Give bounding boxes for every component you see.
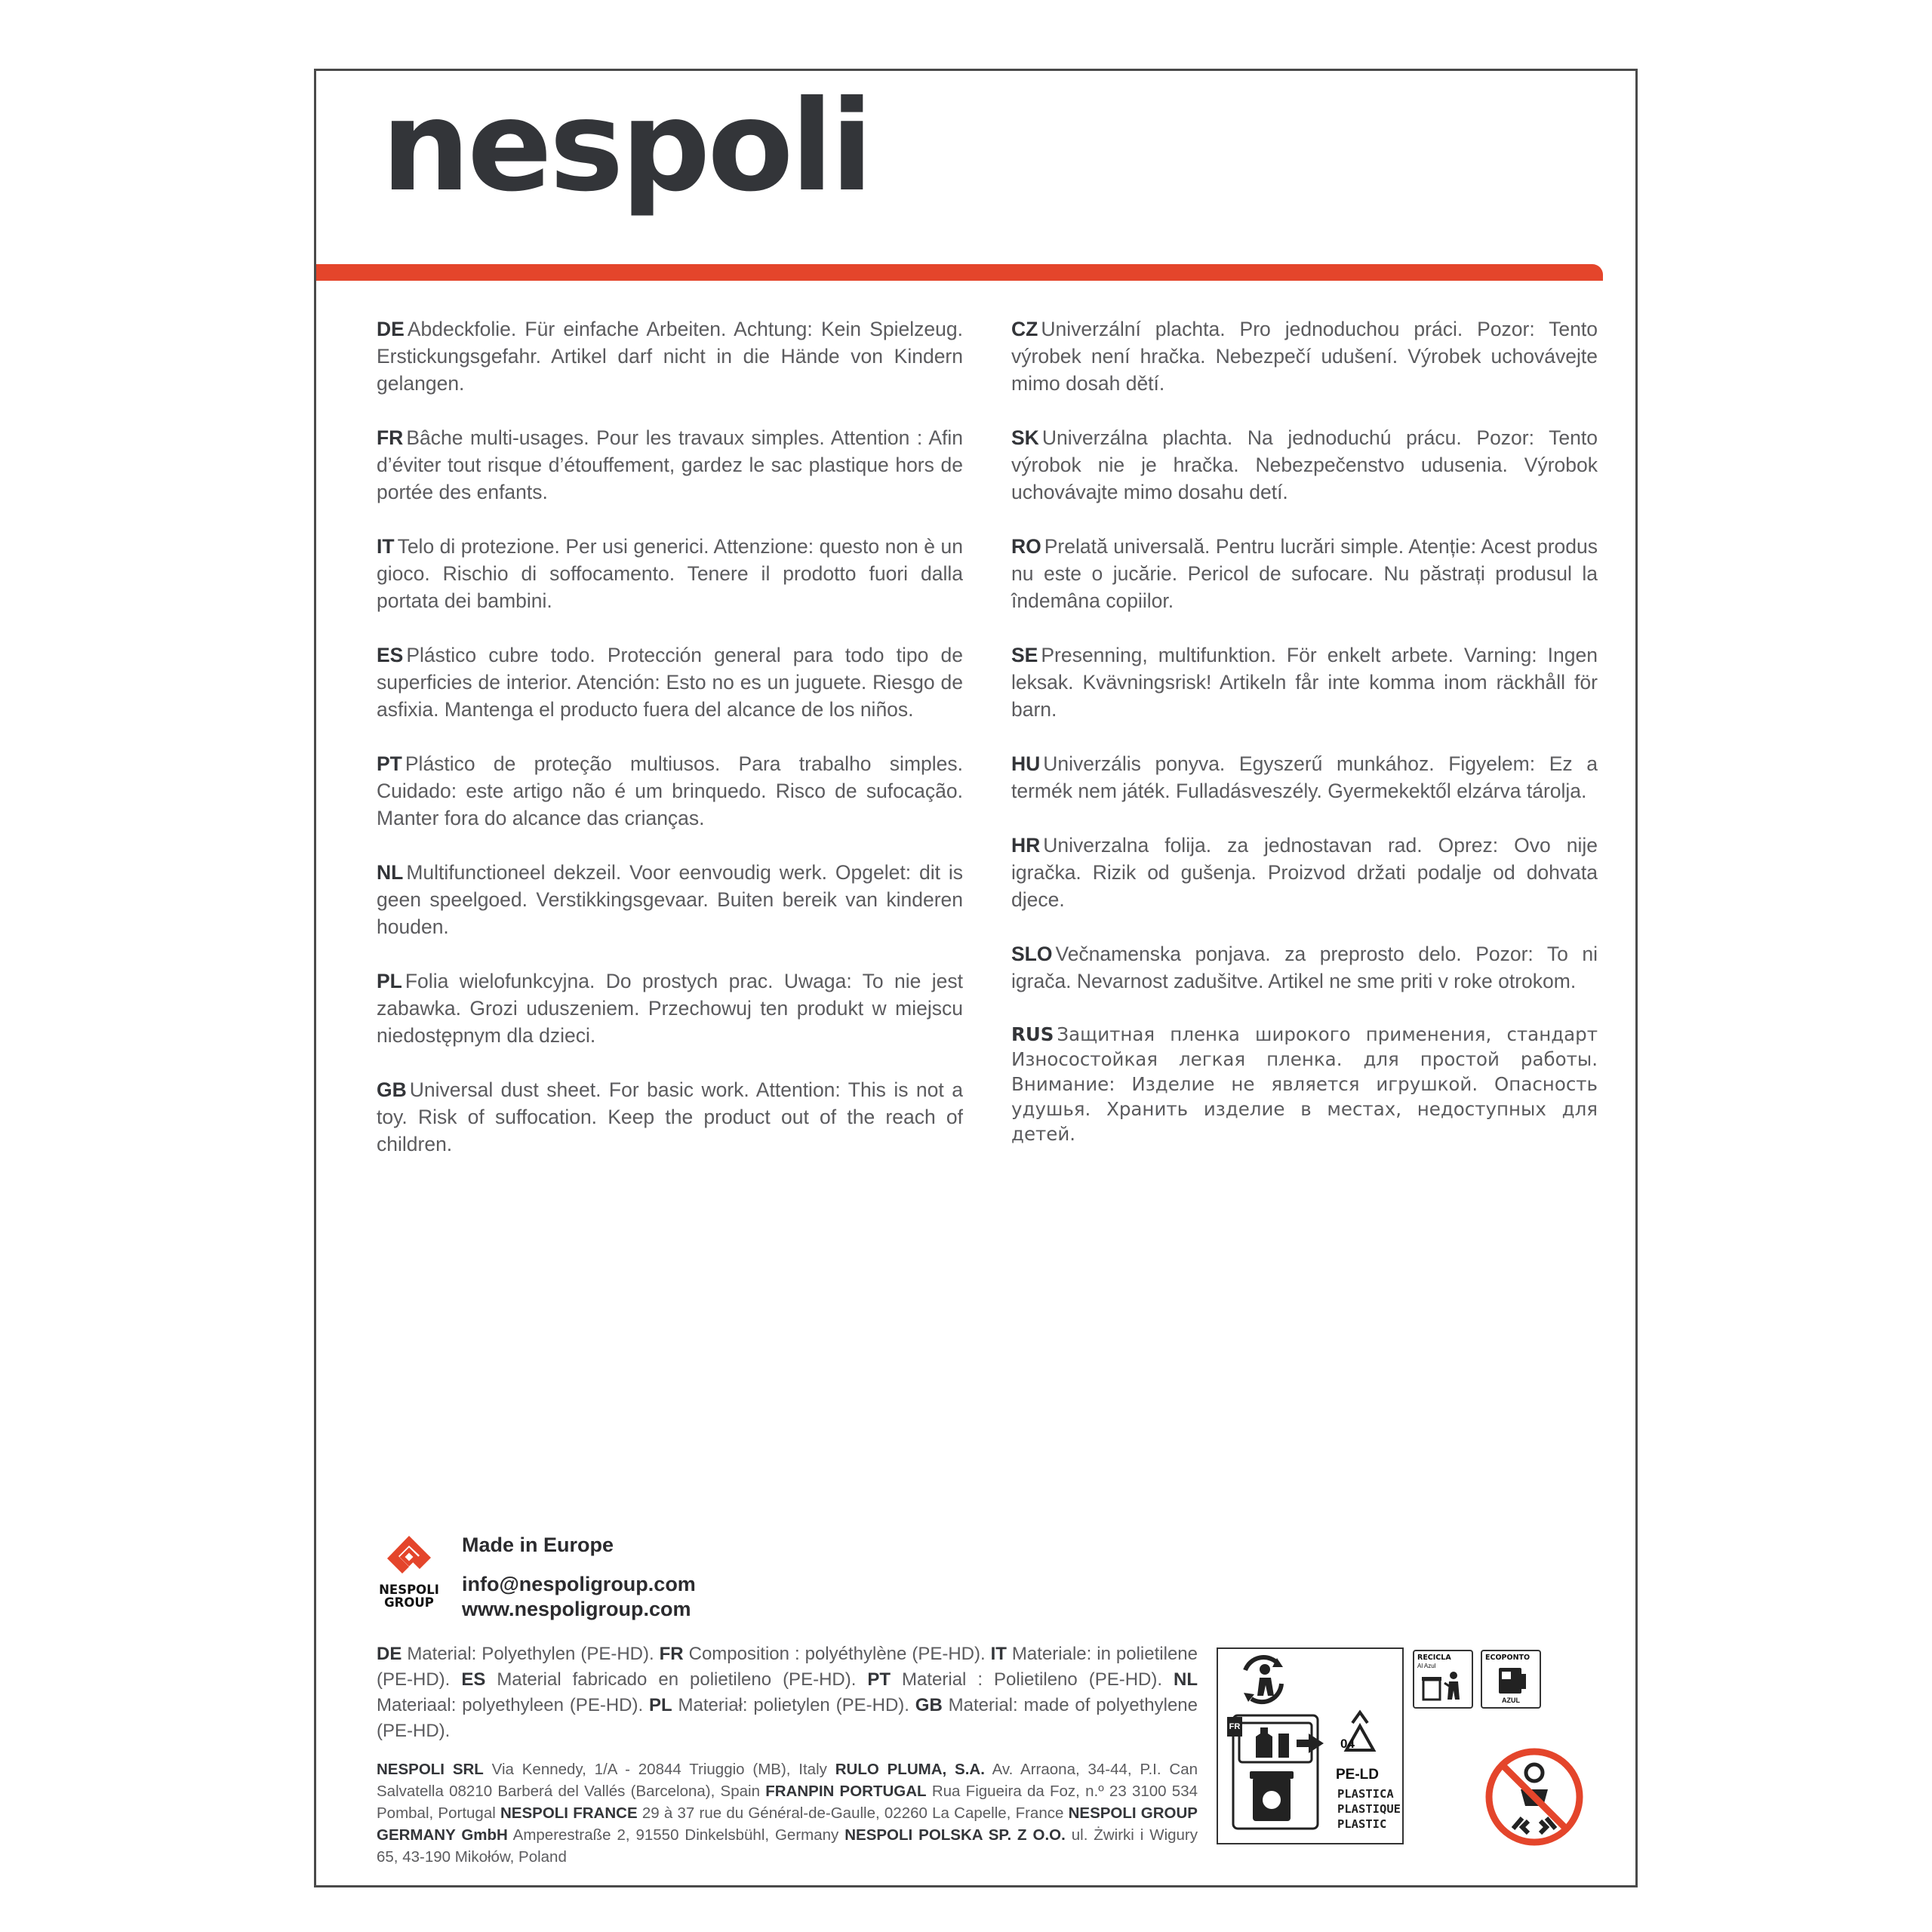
left-column bbox=[377, 315, 963, 1185]
material-label: ES bbox=[461, 1669, 486, 1690]
language-code: IT bbox=[377, 535, 395, 558]
safety-text-ro bbox=[1011, 533, 1598, 614]
safety-text-slo bbox=[1011, 940, 1598, 995]
company-address-label: NESPOLI POLSKA SP. Z O.O. bbox=[844, 1826, 1066, 1844]
safety-text-body: Multifunctioneel dekzeil. Voor eenvoudig werk. Opgelet: dit is geen speelgoed. Verstikkingsgevaar. Buiten bereik van kinderen houden. bbox=[377, 861, 963, 938]
language-code: GB bbox=[377, 1078, 407, 1101]
addresses-paragraph bbox=[377, 1758, 1198, 1868]
plastic-label-en: PLASTIC bbox=[1337, 1817, 1387, 1831]
company-address-text: ul. Żwirki i Wigury 65, 43-190 Mikołów, Poland bbox=[377, 1826, 1198, 1866]
company-address-text: Amperestraße 2, 91550 Dinkelsbühl, Germany bbox=[512, 1826, 839, 1844]
contact-website[interactable]: www.nespoligroup.com bbox=[462, 1598, 691, 1620]
safety-text-fr bbox=[377, 424, 963, 506]
resin-code-number: 04 bbox=[1340, 1737, 1355, 1751]
nespoli-group-diamond-icon bbox=[380, 1534, 438, 1582]
accent-bar bbox=[316, 264, 1603, 281]
material-label: IT bbox=[990, 1644, 1007, 1664]
safety-text-pt bbox=[377, 750, 963, 832]
company-address-text: Rua Figueira da Foz, n.º 23 3100 534 Pombal, Portugal bbox=[377, 1783, 1198, 1822]
material-text: Material: made of polyethylene (PE-HD). bbox=[377, 1695, 1198, 1741]
group-logo-text: NESPOLI GROUP bbox=[379, 1583, 439, 1610]
right-column bbox=[1011, 315, 1598, 1174]
safety-text-pl bbox=[377, 968, 963, 1049]
material-label: FR bbox=[659, 1644, 684, 1664]
material-label: GB bbox=[915, 1695, 943, 1715]
ecoponto-title: ECOPONTO bbox=[1485, 1654, 1531, 1662]
language-code: CZ bbox=[1011, 318, 1038, 340]
company-address-text: Av. Arraona, 34-44, P.I. Can Salvatella 08210 Barberá del Vallés (Barcelona), Spain bbox=[377, 1761, 1198, 1800]
safety-text-body: Plástico cubre todo. Protección general para todo tipo de superficies de interior. Atención: Esto no es un juguete. Riesgo de asfixia. Mantenga el producto fuera del alcance de los niños. bbox=[377, 644, 963, 721]
language-code: RO bbox=[1011, 535, 1041, 558]
resin-code-label: PE-LD bbox=[1336, 1767, 1379, 1783]
safety-text-gb bbox=[377, 1076, 963, 1158]
material-text: Materiale: in polietilene (PE-HD). bbox=[377, 1644, 1198, 1690]
safety-text-body: Univerzálna plachta. Na jednoduchú prácu. Pozor: Tento výrobok nie je hračka. Nebezpečenstvo udusenia. Výrobok uchovávajte mimo dosahu detí. bbox=[1011, 426, 1598, 503]
material-label: NL bbox=[1174, 1669, 1198, 1690]
safety-text-hu bbox=[1011, 750, 1598, 804]
material-label: DE bbox=[377, 1644, 402, 1664]
plastic-label-it: PLASTICA bbox=[1337, 1787, 1394, 1801]
ecoponto-azul-badge bbox=[1481, 1650, 1541, 1709]
language-code: NL bbox=[377, 861, 404, 884]
material-text: Material: Polyethylen (PE-HD). bbox=[407, 1644, 654, 1664]
safety-text-body: Bâche multi-usages. Pour les travaux simples. Attention : Afin d’éviter tout risque d’étouffement, gardez le sac plastique hors de portée des enfants. bbox=[377, 426, 963, 503]
safety-text-se bbox=[1011, 641, 1598, 723]
material-text: Composition : polyéthylène (PE-HD). bbox=[688, 1644, 986, 1664]
ecoponto-footer: AZUL bbox=[1502, 1697, 1520, 1704]
safety-text-sk bbox=[1011, 424, 1598, 506]
company-address-label: NESPOLI SRL bbox=[377, 1761, 484, 1778]
company-address-label: RULO PLUMA, S.A. bbox=[835, 1761, 985, 1778]
recicla-title: RECICLA bbox=[1417, 1654, 1451, 1662]
no-children-icon bbox=[1483, 1746, 1586, 1848]
recycling-bin-person-icon bbox=[1414, 1651, 1472, 1707]
triman-fr-tag: FR bbox=[1227, 1717, 1242, 1737]
safety-text-body: Univerzális ponyva. Egyszerű munkához. Figyelem: Ez a termék nem játék. Fulladásveszély. Gyermekektől elzárva tárolja. bbox=[1011, 752, 1598, 802]
triman-recycling-box bbox=[1217, 1647, 1404, 1844]
safety-text-body: Universal dust sheet. For basic work. Attention: This is not a toy. Risk of suffocation. Keep the product out of the reach of children. bbox=[377, 1078, 963, 1155]
safety-text-es bbox=[377, 641, 963, 723]
plastic-label-fr: PLASTIQUE bbox=[1337, 1802, 1401, 1816]
company-address-text: Via Kennedy, 1/A - 20844 Triuggio (MB), Italy bbox=[491, 1761, 827, 1778]
material-label: PL bbox=[649, 1695, 672, 1715]
safety-text-body: Univerzální plachta. Pro jednoduchou práci. Pozor: Tento výrobek není hračka. Nebezpečí udušení. Výrobek uchovávejte mimo dosah dětí. bbox=[1011, 318, 1598, 395]
safety-text-body: Folia wielofunkcyjna. Do prostych prac. Uwaga: To nie jest zabawka. Grozi uduszeniem. Przechowuj ten produkt w miejscu niedostępnym dla dzieci. bbox=[377, 970, 963, 1047]
safety-text-cz bbox=[1011, 315, 1598, 397]
brand-logo: nespoli bbox=[381, 74, 871, 220]
safety-text-body: Večnamenska ponjava. za preprosto delo. Pozor: To ni igrača. Nevarnost zadušitve. Artikel ne sme priti v roke otrokom. bbox=[1011, 943, 1598, 992]
language-code: SE bbox=[1011, 644, 1038, 666]
material-text: Materiał: polietylen (PE-HD). bbox=[678, 1695, 909, 1715]
safety-text-nl bbox=[377, 859, 963, 940]
language-code: SK bbox=[1011, 426, 1039, 449]
language-code: RUS bbox=[1011, 1023, 1054, 1045]
material-text: Material fabricado en polietileno (PE-HD). bbox=[497, 1669, 857, 1690]
safety-text-de bbox=[377, 315, 963, 397]
safety-text-body: Защитная пленка широкого применения, стандарт Износостойкая легкая пленка. для простой работы. Внимание: Изделие не является игрушкой. Опасность удушья. Хранить изделие в местах, недоступных для детей. bbox=[1011, 1023, 1598, 1145]
safety-text-body: Prelată universală. Pentru lucrări simple. Atenție: Acest produs nu este o jucărie. Pericol de sufocare. Nu păstrați produsul la îndemâna copiilor. bbox=[1011, 535, 1598, 612]
material-text: Materiaal: polyethyleen (PE-HD). bbox=[377, 1695, 644, 1715]
safety-text-rus bbox=[1011, 1022, 1598, 1146]
language-code: HU bbox=[1011, 752, 1041, 775]
materials-paragraph bbox=[377, 1641, 1198, 1744]
safety-text-body: Plástico de proteção multiusos. Para trabalho simples. Cuidado: este artigo não é um brinquedo. Risco de sufocação. Manter fora do alcance das crianças. bbox=[377, 752, 963, 829]
language-code: PT bbox=[377, 752, 402, 775]
language-code: PL bbox=[377, 970, 402, 992]
company-address-label: FRANPIN PORTUGAL bbox=[765, 1783, 927, 1800]
contact-email[interactable]: info@nespoligroup.com bbox=[462, 1573, 696, 1595]
material-label: PT bbox=[867, 1669, 891, 1690]
language-code: HR bbox=[1011, 834, 1041, 857]
safety-text-body: Abdeckfolie. Für einfache Arbeiten. Achtung: Kein Spielzeug. Erstickungsgefahr. Artikel darf nicht in die Hände von Kindern gelangen. bbox=[377, 318, 963, 395]
safety-text-body: Univerzalna folija. za jednostavan rad. Oprez: Ovo nije igračka. Rizik od gušenja. Proizvod držati podalje od dohvata djece. bbox=[1011, 834, 1598, 911]
safety-text-hr bbox=[1011, 832, 1598, 913]
material-text: Material : Polietileno (PE-HD). bbox=[902, 1669, 1163, 1690]
safety-text-it bbox=[377, 533, 963, 614]
made-in-label: Made in Europe bbox=[462, 1534, 614, 1556]
recicla-azul-badge bbox=[1413, 1650, 1473, 1709]
language-code: FR bbox=[377, 426, 404, 449]
language-code: SLO bbox=[1011, 943, 1053, 965]
recicla-subtitle: Al Azul bbox=[1417, 1663, 1436, 1669]
nespoli-group-logo bbox=[375, 1534, 443, 1609]
company-address-text: 29 à 37 rue du Général-de-Gaulle, 02260 La Capelle, France bbox=[641, 1804, 1064, 1822]
company-address-label: NESPOLI FRANCE bbox=[500, 1804, 638, 1822]
company-address-label: NESPOLI GROUP GERMANY GmbH bbox=[377, 1804, 1198, 1844]
safety-text-body: Telo di protezione. Per usi generici. Attenzione: questo non è un gioco. Rischio di soffocamento. Tenere il prodotto fuori dalla portata dei bambini. bbox=[377, 535, 963, 612]
language-code: ES bbox=[377, 644, 404, 666]
safety-text-body: Presenning, multifunktion. För enkelt arbete. Varning: Ingen leksak. Kvävningsrisk! Artikeln får inte komma inom räckhåll för barn. bbox=[1011, 644, 1598, 721]
language-code: DE bbox=[377, 318, 405, 340]
